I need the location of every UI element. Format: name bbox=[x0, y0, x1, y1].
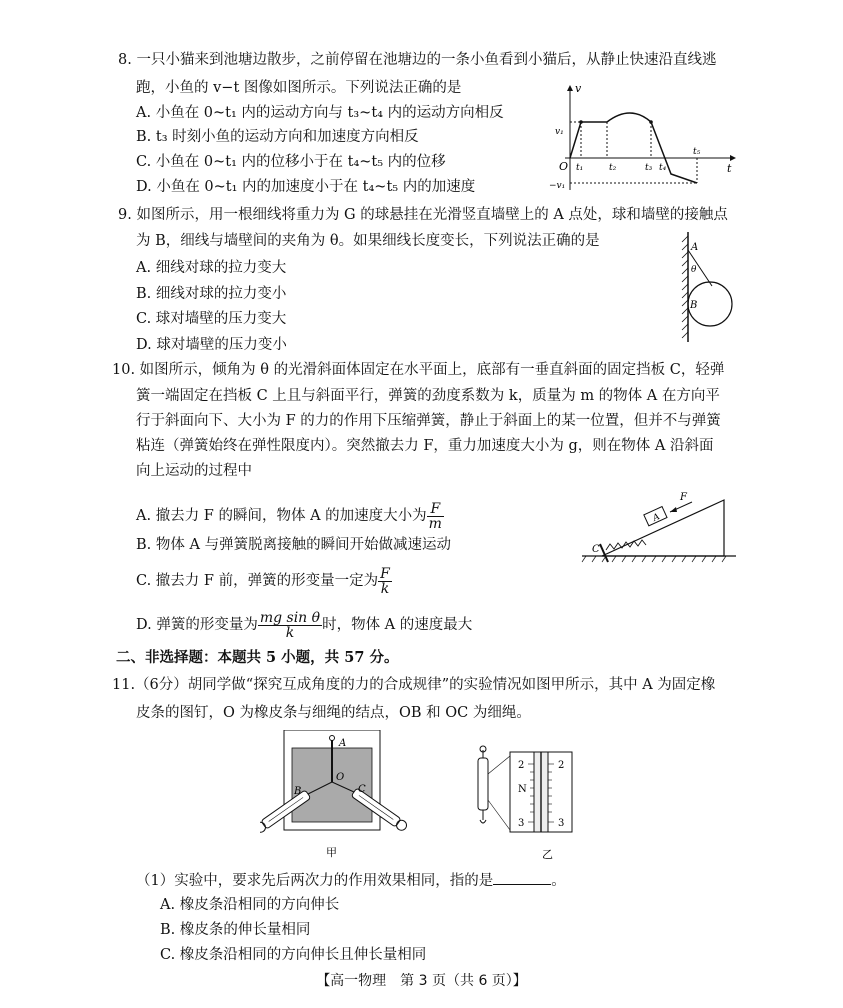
q9-option-c: C. 球对墙壁的压力变大 bbox=[136, 311, 287, 327]
t4-label: t₄ bbox=[659, 163, 667, 173]
q11-line1: 11.（6分）胡同学做“探究互成角度的力的合成规律”的实验情况如图甲所示，其中 A 为固定橡 bbox=[112, 677, 716, 693]
neg-v1-label: −v₁ bbox=[549, 181, 566, 191]
spring-scale-figure bbox=[468, 744, 588, 862]
origin-label: O bbox=[559, 160, 569, 173]
scale-2-right: 2 bbox=[558, 760, 565, 771]
baffle-c-label: C bbox=[592, 544, 600, 555]
q10-option-d-fraction bbox=[258, 611, 322, 640]
q8-line1: 8. 一只小猫来到池塘边散步，之前停留在池塘边的一条小鱼看到小猫后，从静止快速沿直线逃 bbox=[118, 52, 717, 68]
fraction-numerator: mg sin θ bbox=[259, 609, 321, 626]
theta-label: θ bbox=[691, 265, 697, 275]
vt-curve bbox=[570, 113, 697, 183]
rope-c-label: C bbox=[358, 784, 366, 795]
block-a-label: A bbox=[651, 512, 662, 524]
t1-label: t₁ bbox=[576, 163, 584, 173]
q8-option-b: B. t₃ 时刻小鱼的运动方向和加速度方向相反 bbox=[136, 129, 419, 145]
force-f-label: F bbox=[680, 492, 687, 503]
t-axis-label: t bbox=[727, 162, 732, 175]
q10-line3: 行于斜面向下、大小为 F 的力的作用下压缩弹簧，静止于斜面上的某一位置，但并不与弹簧 bbox=[136, 413, 721, 429]
v1-label: v₁ bbox=[555, 127, 564, 137]
fraction-numerator: F bbox=[380, 565, 390, 582]
point-b-label: B bbox=[690, 300, 698, 311]
q11-sub1 bbox=[136, 870, 566, 891]
q8-line2: 跑，小鱼的 v−t 图像如图所示。下列说法正确的是 bbox=[136, 80, 462, 96]
q10-line2: 簧一端固定在挡板 C 上且与斜面平行，弹簧的劲度系数为 k，质量为 m 的物体 A 在方向平 bbox=[136, 388, 720, 404]
q11-option-c: C. 橡皮条沿相同的方向伸长且伸长量相同 bbox=[160, 947, 427, 963]
q10-option-c bbox=[136, 563, 392, 599]
q10-option-b: B. 物体 A 与弹簧脱离接触的瞬间开始做减速运动 bbox=[136, 537, 452, 553]
unit-n-label: N bbox=[518, 784, 527, 795]
fraction-denominator: k bbox=[380, 580, 390, 597]
answer-blank[interactable] bbox=[493, 870, 551, 885]
scale-3-right: 3 bbox=[558, 818, 565, 829]
point-a-label: A bbox=[691, 242, 699, 253]
wall-ball-figure bbox=[670, 228, 740, 346]
fraction-denominator: k bbox=[285, 624, 295, 641]
experiment-board-figure bbox=[260, 730, 410, 860]
q11-line2: 皮条的图钉，O 为橡皮条与细绳的结点，OB 和 OC 为细绳。 bbox=[136, 705, 531, 721]
q10-option-d-text: D. 弹簧的形变量为 bbox=[136, 617, 258, 633]
q10-option-a-fraction bbox=[427, 502, 444, 531]
t3-label: t₃ bbox=[645, 163, 653, 173]
q10-option-d-tail: 时，物体 A 的速度最大 bbox=[322, 617, 473, 633]
q8-option-a: A. 小鱼在 0~t₁ 内的运动方向与 t₃~t₄ 内的运动方向相反 bbox=[136, 105, 504, 121]
rope-b-label: B bbox=[294, 786, 302, 797]
q10-option-a-text: A. 撤去力 F 的瞬间，物体 A 的加速度大小为 bbox=[136, 508, 427, 524]
q10-option-a bbox=[136, 498, 444, 534]
q11-sub1-text: （1）实验中，要求先后两次力的作用效果相同，指的是 bbox=[136, 873, 494, 889]
pin-a-label: A bbox=[339, 738, 347, 749]
figure-yi-caption: 乙 bbox=[542, 848, 553, 861]
q10-line1: 10. 如图所示，倾角为 θ 的光滑斜面体固定在水平面上，底部有一垂直斜面的固定挡板 C，轻弹 bbox=[112, 362, 725, 378]
q9-option-d: D. 球对墙壁的压力变小 bbox=[136, 337, 287, 353]
t5-label: t₅ bbox=[693, 147, 701, 157]
scale-3-left: 3 bbox=[518, 818, 525, 829]
q10-line4: 粘连（弹簧始终在弹性限度内）。突然撤去力 F，重力加速度大小为 g，则在物体 A 沿斜面 bbox=[136, 438, 714, 454]
q9-option-a: A. 细线对球的拉力变大 bbox=[136, 260, 287, 276]
q9-line1: 9. 如图所示，用一根细线将重力为 G 的球悬挂在光滑竖直墙壁上的 A 点处，球和墙壁的接触点 bbox=[118, 207, 728, 223]
v-axis-label: v bbox=[575, 82, 582, 95]
q10-option-c-fraction bbox=[378, 567, 392, 596]
vt-graph bbox=[545, 80, 745, 198]
fraction-denominator: m bbox=[428, 515, 442, 532]
knot-o-label: O bbox=[336, 772, 345, 783]
fraction-numerator: F bbox=[427, 502, 444, 517]
figure-jia-caption: 甲 bbox=[326, 846, 337, 859]
scale-2-left: 2 bbox=[518, 760, 525, 771]
page-footer: 【高一物理 第 3 页（共 6 页）】 bbox=[316, 973, 527, 989]
q11-option-a: A. 橡皮条沿相同的方向伸长 bbox=[160, 897, 340, 913]
q10-line5: 向上运动的过程中 bbox=[136, 463, 252, 479]
q11-option-b: B. 橡皮条的伸长量相同 bbox=[160, 922, 311, 938]
q11-sub1-end: 。 bbox=[551, 873, 566, 889]
incline-figure bbox=[580, 488, 740, 564]
t2-label: t₂ bbox=[609, 163, 617, 173]
q8-option-d: D. 小鱼在 0~t₁ 内的加速度小于在 t₄~t₅ 内的加速度 bbox=[136, 179, 476, 195]
q8-option-c: C. 小鱼在 0~t₁ 内的位移小于在 t₄~t₅ 内的位移 bbox=[136, 154, 446, 170]
q9-line2: 为 B，细线与墙壁间的夹角为 θ。如果细线长度变长，下列说法正确的是 bbox=[136, 233, 600, 249]
q10-option-d bbox=[136, 607, 472, 643]
q9-option-b: B. 细线对球的拉力变小 bbox=[136, 286, 287, 302]
section2-heading: 二、非选择题：本题共 5 小题，共 57 分。 bbox=[116, 649, 399, 666]
q10-option-c-text: C. 撤去力 F 前，弹簧的形变量一定为 bbox=[136, 573, 379, 589]
